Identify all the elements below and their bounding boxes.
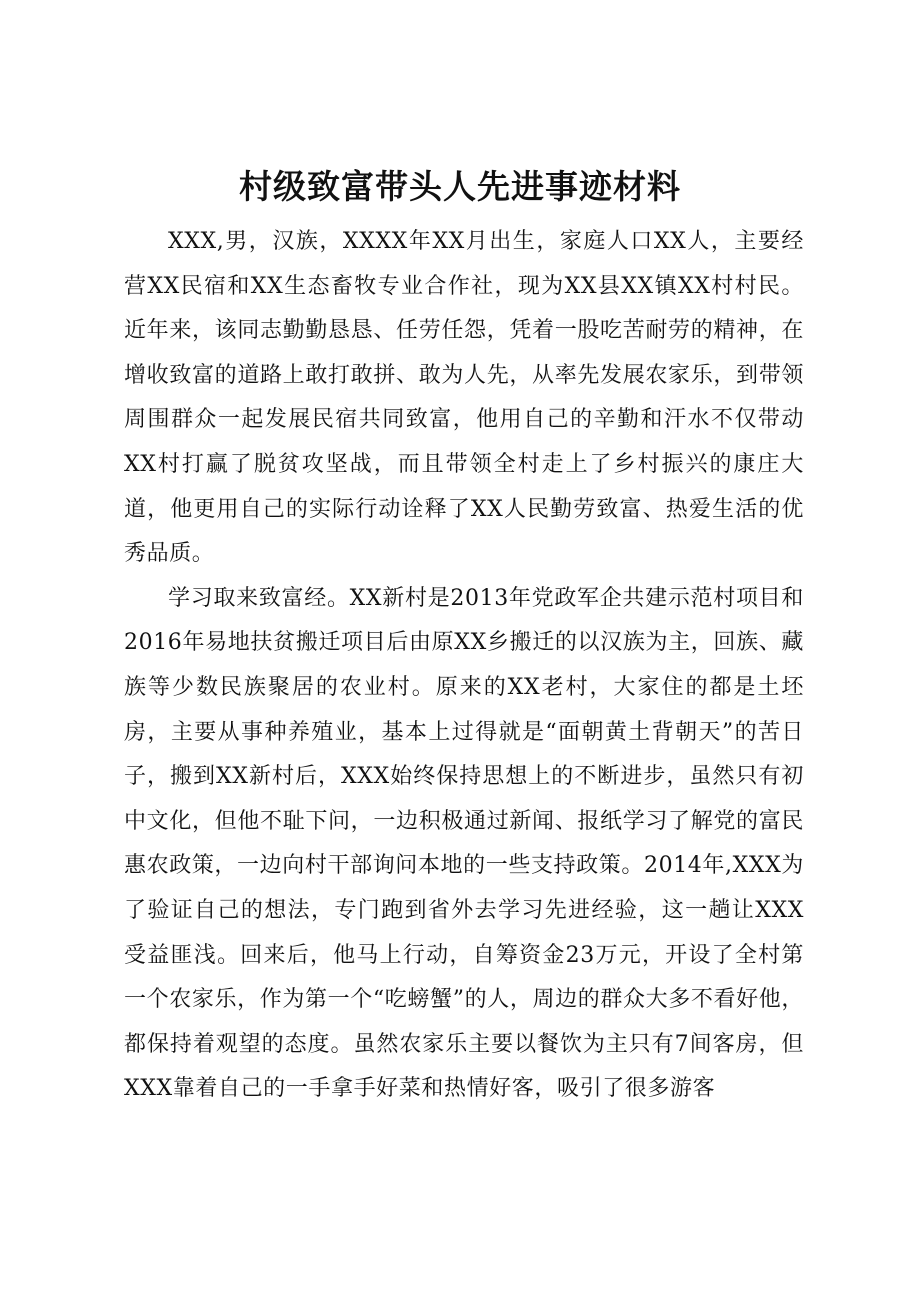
paragraph-learning: 学习取来致富经。XX新村是2013年党政军企共建示范村项目和2016年易地扶贫搬迁项目后由原XX乡搬迁的以汉族为主，回族、藏族等少数民族聚居的农业村。原来的XX老村，大家住的都是土坯房，主要从事种养殖业，基本上过得就是“面朝黄土背朝天”的苦日子，搬到XX新村后，XXX始终保持思想上的不断进步，虽然只有初中文化，但他不耻下问，一边积极通过新闻、报纸学习了解党的富民惠农政策，一边向村干部询问本地的一些支持政策。2014年,XXX为了验证自己的想法，专门跑到省外去学习先进经验，这一趟让XXX受益匪浅。回来后，他马上行动，自筹资金23万元，开设了全村第一个农家乐，作为第一个“吃螃蟹”的人，周边的群众大多不看好他，都保持着观望的态度。虽然农家乐主要以餐饮为主只有7间客房，但XXX靠着自己的一手拿手好菜和热情好客，吸引了很多游客 [124,585,804,1102]
paragraph-intro: XXX,男，汉族，XXXX年XX月出生，家庭人口XX人，主要经营XX民宿和XX生态畜牧专业合作社，现为XX县XX镇XX村村民。近年来，该同志勤勤恳恳、任劳任怨，凭着一股吃苦耐劳的精神，在增收致富的道路上敢打敢拼、敢为人先，从率先发展农家乐，到带领周围群众一起发展民宿共同致富，他用自己的辛勤和汗水不仅带动XX村打赢了脱贫攻坚战，而且带领全村走上了乡村振兴的康庄大道，他更用自己的实际行动诠释了XX人民勤劳致富、热爱生活的优秀品质。 [124,229,804,567]
document-title: 村级致富带头人先进事迹材料 [239,167,681,206]
document-body [124,220,804,1112]
